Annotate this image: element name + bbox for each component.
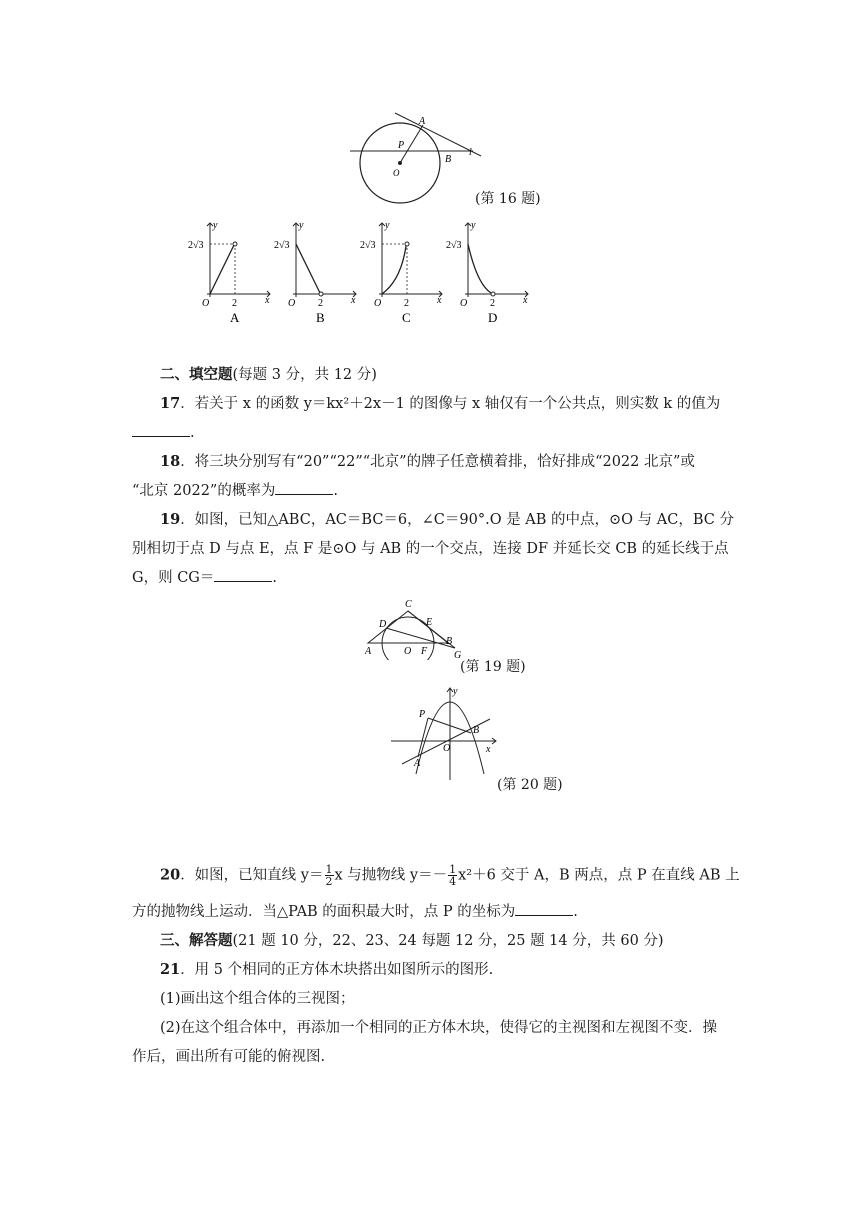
graph-a-x: x: [265, 295, 270, 306]
q18-line-1: [160, 451, 732, 473]
graph-c-ylabel: 2√3: [360, 240, 376, 251]
graph-d-x: x: [523, 295, 528, 306]
graph-a-curve: [210, 245, 234, 294]
q19-line-3: [132, 567, 732, 589]
section-2-note: (每题 3 分，共 12 分): [232, 367, 377, 383]
label-p-20: P: [419, 709, 426, 720]
q19-line-2: [132, 538, 732, 560]
q19-end: .: [272, 570, 277, 586]
q21-line-1: [160, 959, 732, 981]
graph-b-name: B: [316, 310, 325, 325]
q19-line-1: [160, 509, 732, 531]
label-y-20: y: [453, 686, 458, 697]
label-a-20: A: [414, 758, 421, 769]
graph-b-o: O: [288, 298, 296, 309]
fraction-one-quarter: $\frac{1}{4}$: [449, 863, 457, 888]
q19-text-2: 别相切于点 D 与点 E，点 F 是⊙O 与 AB 的一个交点，连接 DF 并延长交 CB 的延长线于点: [132, 541, 729, 557]
q21-sub-2b: [132, 1046, 732, 1068]
graph-b: [274, 220, 356, 325]
q19-answer-blank[interactable]: [214, 567, 272, 582]
graph-c-xtick: 2: [404, 298, 409, 309]
graph-a-o: O: [202, 298, 210, 309]
q20-text-b: x 与抛物线 y＝－: [334, 867, 448, 884]
graph-b-xtick: 2: [318, 298, 323, 309]
label-p: P: [398, 140, 405, 151]
label-a: A: [419, 116, 426, 127]
q18-answer-blank[interactable]: [275, 480, 333, 495]
section-3-title: 三、解答题: [160, 932, 233, 949]
section-3-heading: [160, 930, 732, 952]
label-x-20: x: [486, 744, 491, 755]
q21-sub-2b-text: 作后，画出所有可能的俯视图.: [132, 1049, 326, 1065]
option-graphs: [185, 218, 530, 326]
graph-d-name: D: [488, 310, 498, 325]
q18-line-2: [132, 480, 732, 502]
graph-c: [360, 220, 442, 325]
label-e-19: E: [426, 617, 433, 628]
q21-number: 21: [160, 961, 181, 978]
label-o-20: O: [443, 743, 451, 754]
center-dot: [398, 161, 402, 165]
label-d-19: D: [379, 619, 387, 630]
q17-answer-blank[interactable]: [132, 422, 190, 437]
q17-number: 17: [160, 395, 181, 412]
label-f-19: F: [421, 646, 428, 657]
q20-text-c: x²＋6 交于 A，B 两点，点 P 在直线 AB 上: [458, 867, 740, 884]
figure-20: [388, 682, 503, 782]
q20-number: 20: [160, 866, 181, 884]
graph-b-y: y: [299, 220, 304, 231]
caption-19: (第 19 题): [460, 659, 526, 675]
q20-answer-blank[interactable]: [515, 901, 573, 916]
graph-d-o: O: [460, 298, 468, 309]
q19-number: 19: [160, 511, 181, 528]
q18-end: .: [333, 483, 338, 499]
q17-line-2: [132, 422, 732, 444]
q18-text-1: ．将三块分别写有“20”“22”“北京”的牌子任意横着排，恰好排成“2022 北京”或: [180, 454, 695, 470]
q20-text-2: 方的抛物线上运动．当△PAB 的面积最大时，点 P 的坐标为: [132, 904, 516, 920]
label-b-19: B: [446, 636, 453, 647]
figure-19: [363, 596, 473, 660]
q21-sub-1-text: (1)画出这个组合体的三视图；: [160, 991, 355, 1007]
q20-line-2: [132, 901, 732, 923]
graph-c-curve: [382, 246, 406, 294]
q19-text-3: G，则 CG＝: [132, 570, 215, 586]
q21-sub-2: [160, 1017, 732, 1039]
q17-line-1: [160, 393, 732, 415]
graph-d-y: y: [471, 220, 476, 231]
label-o: O: [393, 168, 400, 178]
caption-16: (第 16 题): [475, 191, 541, 207]
section-2-title: 二、填空题: [160, 366, 233, 383]
section-2-heading: [160, 364, 732, 386]
q19-text-1: ．如图，已知△ABC，AC＝BC＝6，∠C＝90°.O 是 AB 的中点，⊙O 与 AC，BC 分: [180, 512, 734, 528]
q17-text-2: .: [190, 425, 195, 441]
graph-c-name: C: [402, 310, 411, 325]
graph-a-name: A: [230, 310, 240, 325]
label-b-20: B: [473, 725, 480, 736]
q18-text-2: “北京 2022”的概率为: [132, 483, 276, 499]
q21-text-1: ．用 5 个相同的正方体木块搭出如图所示的图形.: [180, 962, 494, 978]
q20-text-a: ．如图，已知直线 y＝: [180, 867, 324, 884]
graph-b-x: x: [351, 295, 356, 306]
fraction-one-half: $\frac{1}{2}$: [325, 863, 333, 888]
label-l: l: [469, 147, 472, 158]
q21-sub-2-text: (2)在这个组合体中，再添加一个相同的正方体木块，使得它的主视图和左视图不变．操: [160, 1020, 718, 1036]
figure-16: [345, 108, 485, 204]
graph-c-y: y: [385, 220, 390, 231]
label-c-19: C: [405, 599, 412, 610]
q17-text-1: ．若关于 x 的函数 y＝kx²＋2x－1 的图像与 x 轴仅有一个公共点，则实数 k 的值为: [180, 396, 721, 412]
q20-line-1: [160, 863, 740, 888]
q21-sub-1: [160, 988, 732, 1010]
graph-d: [446, 220, 528, 325]
label-g-19: G: [454, 650, 462, 660]
line-dg: [386, 628, 455, 648]
graph-a: [188, 220, 270, 325]
label-a-19: A: [365, 646, 372, 657]
graph-b-curve: [296, 244, 320, 293]
q18-number: 18: [160, 453, 181, 470]
section-3-note: (21 题 10 分，22、23、24 每题 12 分，25 题 14 分，共 60 分): [232, 933, 664, 949]
graph-c-o: O: [374, 298, 382, 309]
graph-d-curve: [468, 244, 491, 293]
graph-d-xtick: 2: [490, 298, 495, 309]
label-o-19: O: [404, 646, 412, 657]
label-b: B: [445, 154, 452, 165]
graph-d-ylabel: 2√3: [446, 240, 462, 251]
graph-b-ylabel: 2√3: [274, 240, 290, 251]
graph-a-y: y: [213, 220, 218, 231]
caption-20: (第 20 题): [497, 777, 563, 793]
graph-a-ylabel: 2√3: [188, 240, 204, 251]
graph-a-xtick: 2: [232, 298, 237, 309]
q20-end: .: [573, 904, 578, 920]
graph-c-x: x: [437, 295, 442, 306]
